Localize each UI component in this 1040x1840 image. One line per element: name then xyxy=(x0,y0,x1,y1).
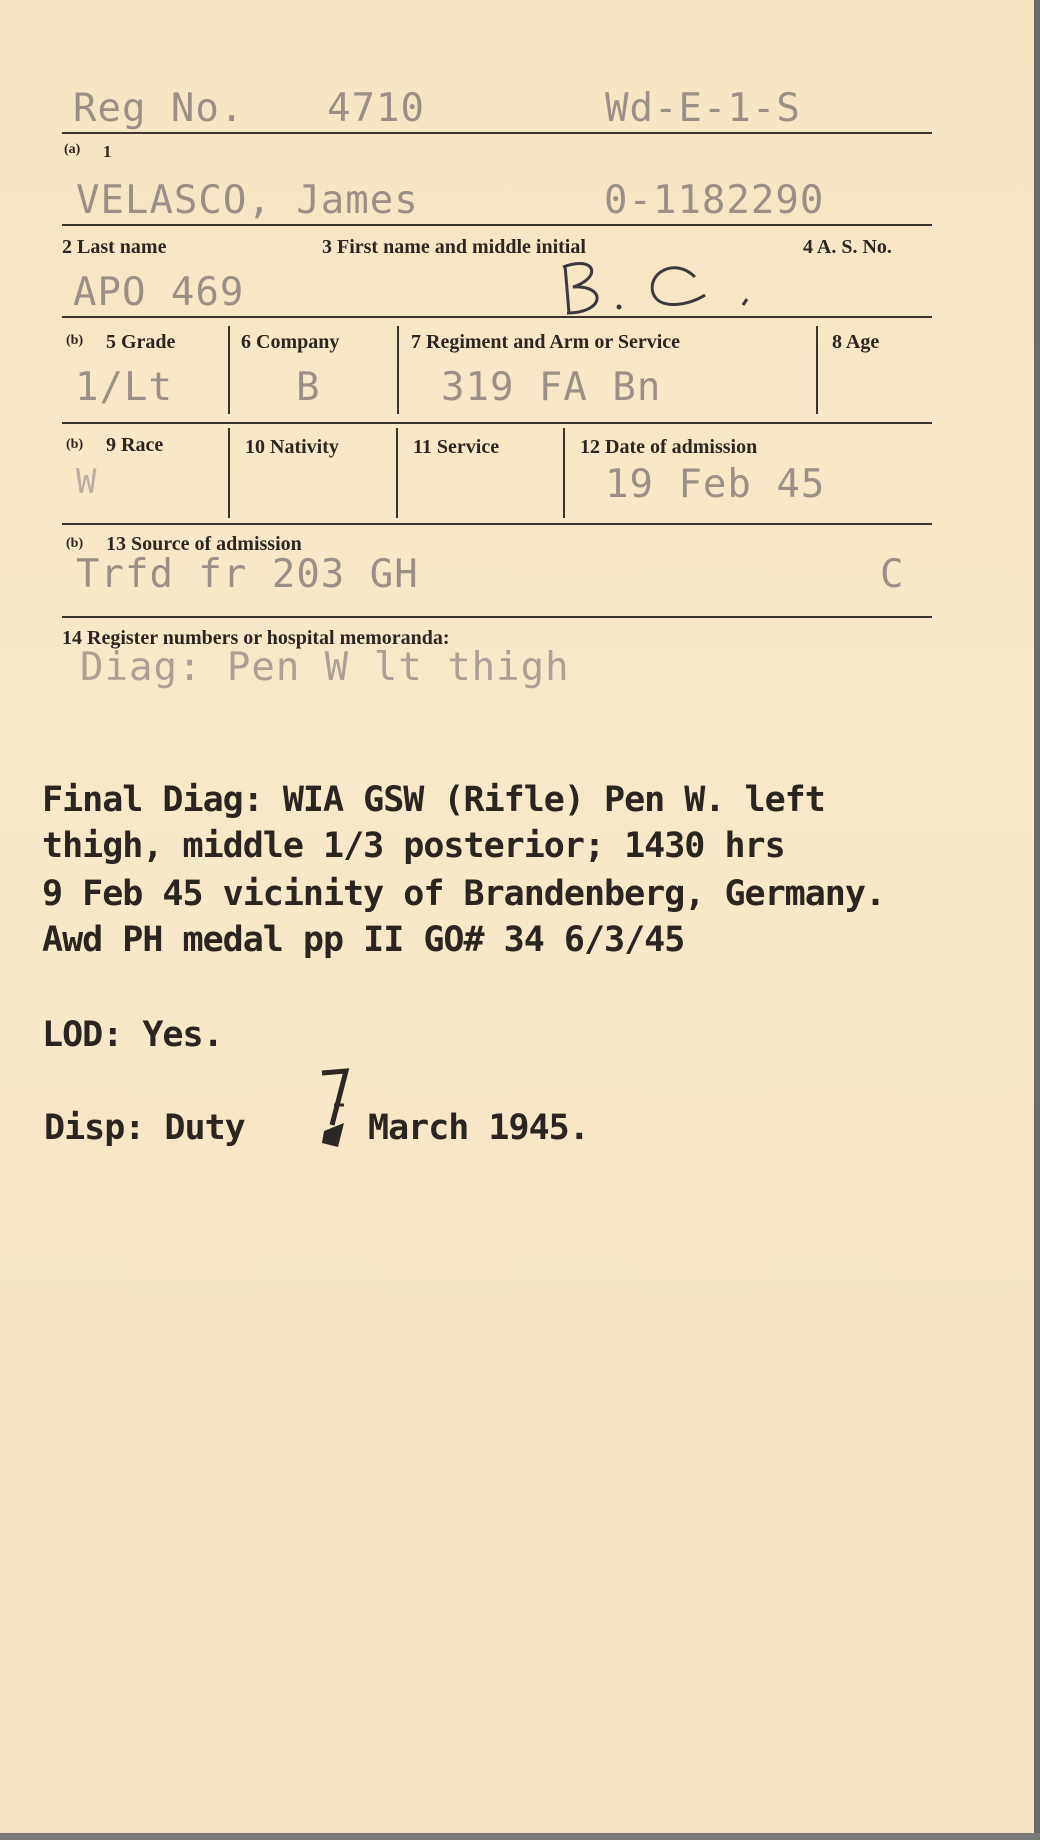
reg-number: 4710 xyxy=(327,86,425,131)
asn-value: 0-1182290 xyxy=(604,178,825,223)
disp-prefix: Disp: Duty xyxy=(44,1108,245,1148)
label-service: 11 Service xyxy=(413,436,500,458)
rule-grade xyxy=(62,422,932,424)
b-marker-race: (b) xyxy=(66,437,84,452)
record-code: Wd-E-1-S xyxy=(605,86,801,131)
final-diag-line-2: thigh, middle 1/3 posterior; 1430 hrs xyxy=(42,826,785,866)
divider-5 xyxy=(396,428,398,518)
source-value: Trfd fr 203 GH xyxy=(76,552,419,597)
label-grade: 5 Grade xyxy=(106,331,176,353)
diag-value: Diag: Pen W lt thigh xyxy=(80,645,570,690)
handwritten-initials xyxy=(555,255,755,325)
rule-race xyxy=(62,523,932,525)
label-asn: 4 A. S. No. xyxy=(803,236,892,258)
divider-3 xyxy=(816,326,818,414)
regiment-value: 319 FA Bn xyxy=(441,365,662,410)
label-last-name: 2 Last name xyxy=(62,236,167,258)
label-age: 8 Age xyxy=(832,331,880,353)
race-value: W xyxy=(76,462,98,502)
reg-label: Reg No. xyxy=(73,86,245,131)
divider-6 xyxy=(563,428,565,518)
label-memoranda: 14 Register numbers or hospital memoranda: xyxy=(62,627,450,649)
lod-line: LOD: Yes. xyxy=(42,1015,223,1055)
rule-name xyxy=(62,224,932,226)
field-a-marker: (a) xyxy=(64,142,81,157)
scan-edge-right xyxy=(1034,0,1040,1840)
disp-suffix: March 1945. xyxy=(368,1108,589,1148)
final-diag-line-4: Awd PH medal pp II GO# 34 6/3/45 xyxy=(42,920,685,960)
source-code: C xyxy=(880,552,905,597)
label-date-admission: 12 Date of admission xyxy=(580,436,758,458)
rule-apo xyxy=(62,316,932,318)
label-nativity: 10 Nativity xyxy=(245,436,339,458)
divider-1 xyxy=(228,326,230,414)
rule-header xyxy=(62,132,932,134)
divider-4 xyxy=(228,428,230,518)
b-marker-source: (b) xyxy=(66,536,84,551)
final-diag-line-3: 9 Feb 45 vicinity of Brandenberg, Germany. xyxy=(42,874,886,914)
label-first-name: 3 First name and middle initial xyxy=(322,236,586,258)
b-marker-grade: (b) xyxy=(66,333,84,348)
label-regiment: 7 Regiment and Arm or Service xyxy=(411,331,681,353)
divider-2 xyxy=(397,326,399,414)
apo-value: APO 469 xyxy=(73,270,245,315)
grade-value: 1/Lt xyxy=(75,365,173,410)
company-value: B xyxy=(296,365,321,410)
label-source: 13 Source of admission xyxy=(106,533,302,555)
field-1-label: 1 xyxy=(103,142,112,161)
handwritten-day-correction xyxy=(316,1065,356,1155)
rule-source xyxy=(62,616,932,618)
scan-edge-bottom xyxy=(0,1833,1040,1840)
date-admission-value: 19 Feb 45 xyxy=(605,462,826,507)
full-name: VELASCO, James xyxy=(76,178,419,223)
label-company: 6 Company xyxy=(241,331,340,353)
label-race: 9 Race xyxy=(106,434,164,456)
final-diag-line-1: Final Diag: WIA GSW (Rifle) Pen W. left xyxy=(42,780,825,820)
